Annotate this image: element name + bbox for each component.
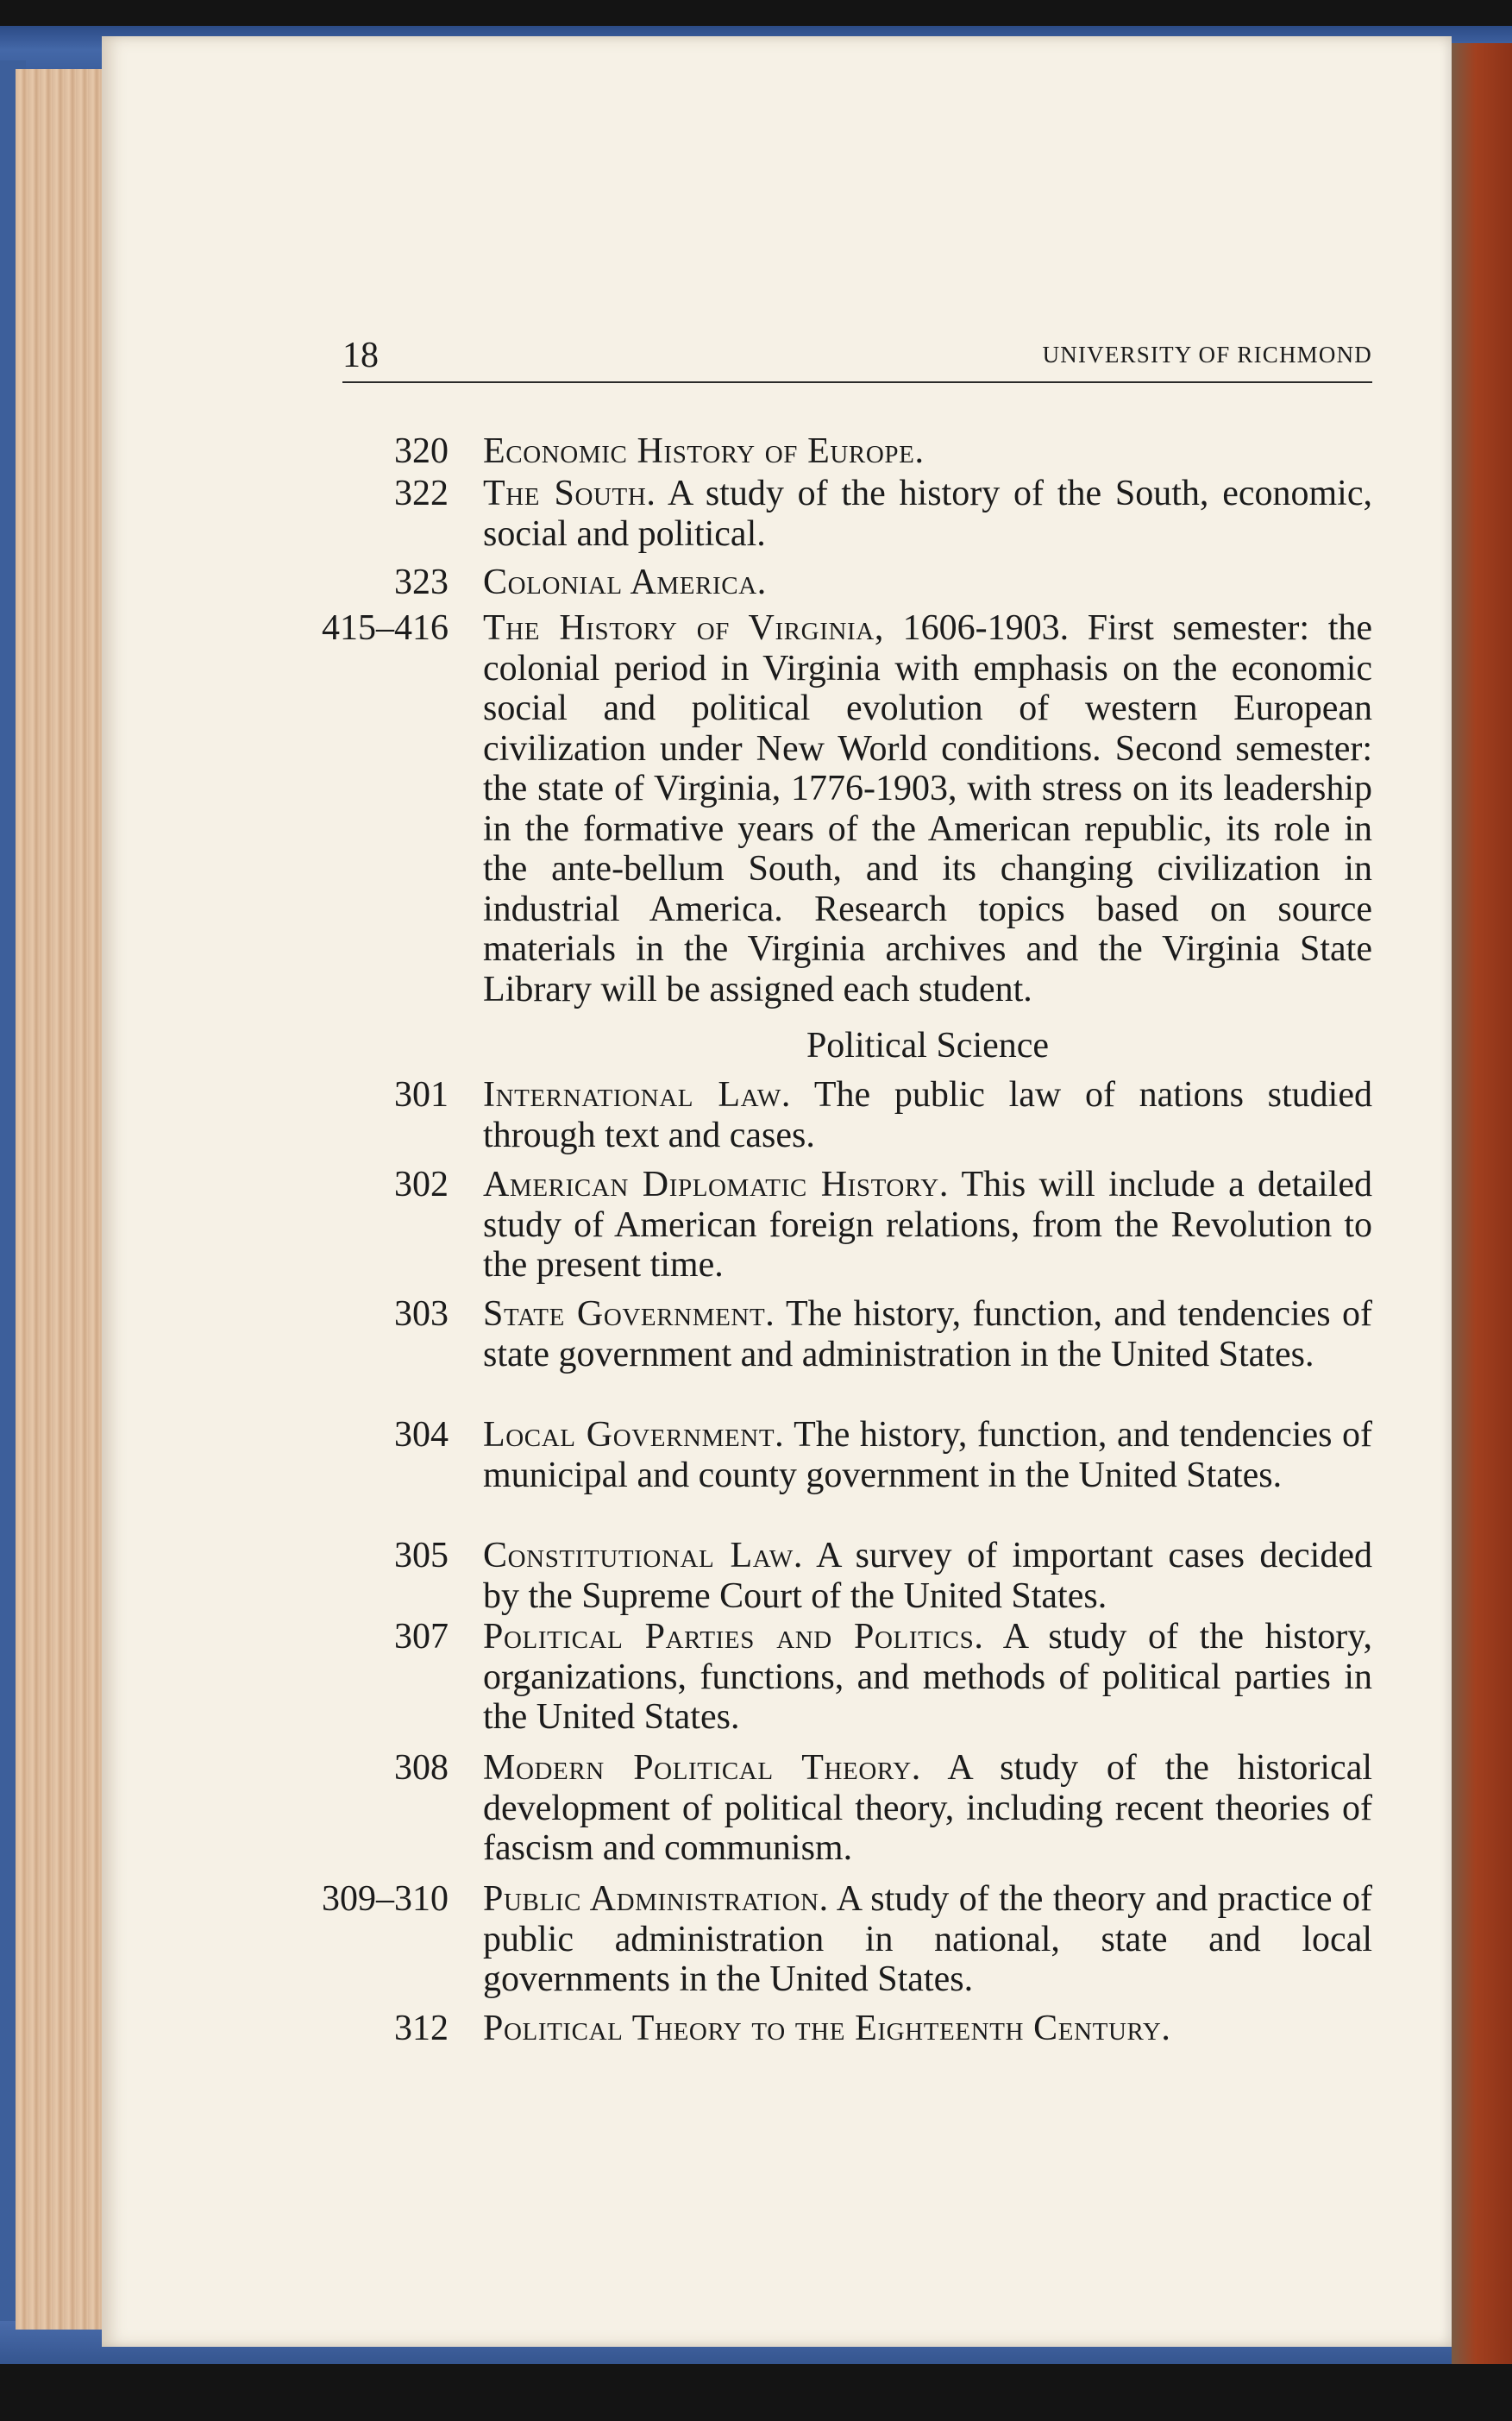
course-title: The History of Virginia, — [483, 608, 884, 648]
course-title: Local Government. — [483, 1415, 785, 1455]
course-number: 302 — [394, 1165, 449, 1204]
course-number: 308 — [394, 1748, 449, 1788]
course-number: 305 — [394, 1536, 449, 1575]
course-title: Political Theory to the Eighteenth Century. — [483, 2009, 1171, 2048]
course-description: The history, function, and tendencies of municipal and county government in the United States. — [483, 1415, 1372, 1495]
course-number: 303 — [394, 1294, 449, 1334]
course-number: 301 — [394, 1075, 449, 1115]
course-title: American Diplomatic History. — [483, 1165, 949, 1204]
course-title: Modern Political Theory. — [483, 1748, 921, 1788]
section-heading: Political Science — [806, 1026, 1050, 1066]
course-description: This will include a detailed study of American foreign relations, from the Revolution to the present time. — [483, 1165, 1372, 1285]
course-title: Public Administration. — [483, 1879, 829, 1919]
course-description: A study of the history of the South, economic, social and political. — [483, 474, 1372, 554]
course-number: 323 — [394, 563, 449, 602]
page-edges — [16, 69, 110, 2330]
course-number: 320 — [394, 431, 449, 471]
course-number: 322 — [394, 474, 449, 513]
course-number: 304 — [394, 1415, 449, 1455]
book-fore-edge — [1452, 43, 1512, 2364]
course-number: 415–416 — [322, 608, 449, 648]
course-number: 309–310 — [322, 1879, 449, 1919]
course-description: 1606-1903. First semester: the colonial period in Virginia with emphasis on the economic social and political evolution of western European civilization under New World conditions. Second semester: the state of Virginia, 1776-1903, with stress on its leadership in the formative years of the American republic, its role in the ante-bellum South, and its changing civilization in industrial America. Research topics based on source materials in the Virginia archives and the Virginia State Library will be assigned each student. — [483, 608, 1373, 1009]
course-description: The public law of nations studied through text and cases. — [483, 1075, 1372, 1155]
course-description: A survey of important cases decided by the Supreme Court of the United States. — [483, 1536, 1372, 1616]
header-rule — [342, 381, 1372, 383]
course-title: Political Parties and Politics. — [483, 1617, 984, 1657]
course-description: A study of the theory and practice of public administration in national, state and local governments in the United States. — [483, 1879, 1372, 1999]
course-title: Constitutional Law. — [483, 1536, 803, 1575]
course-description: A study of the historical development of political theory, including recent theories of fascism and communism. — [483, 1748, 1373, 1868]
course-title: International Law. — [483, 1075, 791, 1115]
running-title: UNIVERSITY OF RICHMOND — [1042, 342, 1372, 368]
page-header — [342, 331, 1372, 383]
page-number: 18 — [342, 336, 379, 375]
course-title: State Government. — [483, 1294, 775, 1334]
course-description: A study of the history, organizations, functions, and methods of political parties in the United States. — [483, 1617, 1373, 1737]
course-number: 312 — [394, 2009, 449, 2048]
course-number: 307 — [394, 1617, 449, 1657]
course-title: Economic History of Europe. — [483, 431, 925, 471]
course-description: The history, function, and tendencies of state government and administration in the United States. — [483, 1294, 1372, 1374]
course-title: The South. — [483, 474, 656, 513]
course-title: Colonial America. — [483, 563, 767, 602]
